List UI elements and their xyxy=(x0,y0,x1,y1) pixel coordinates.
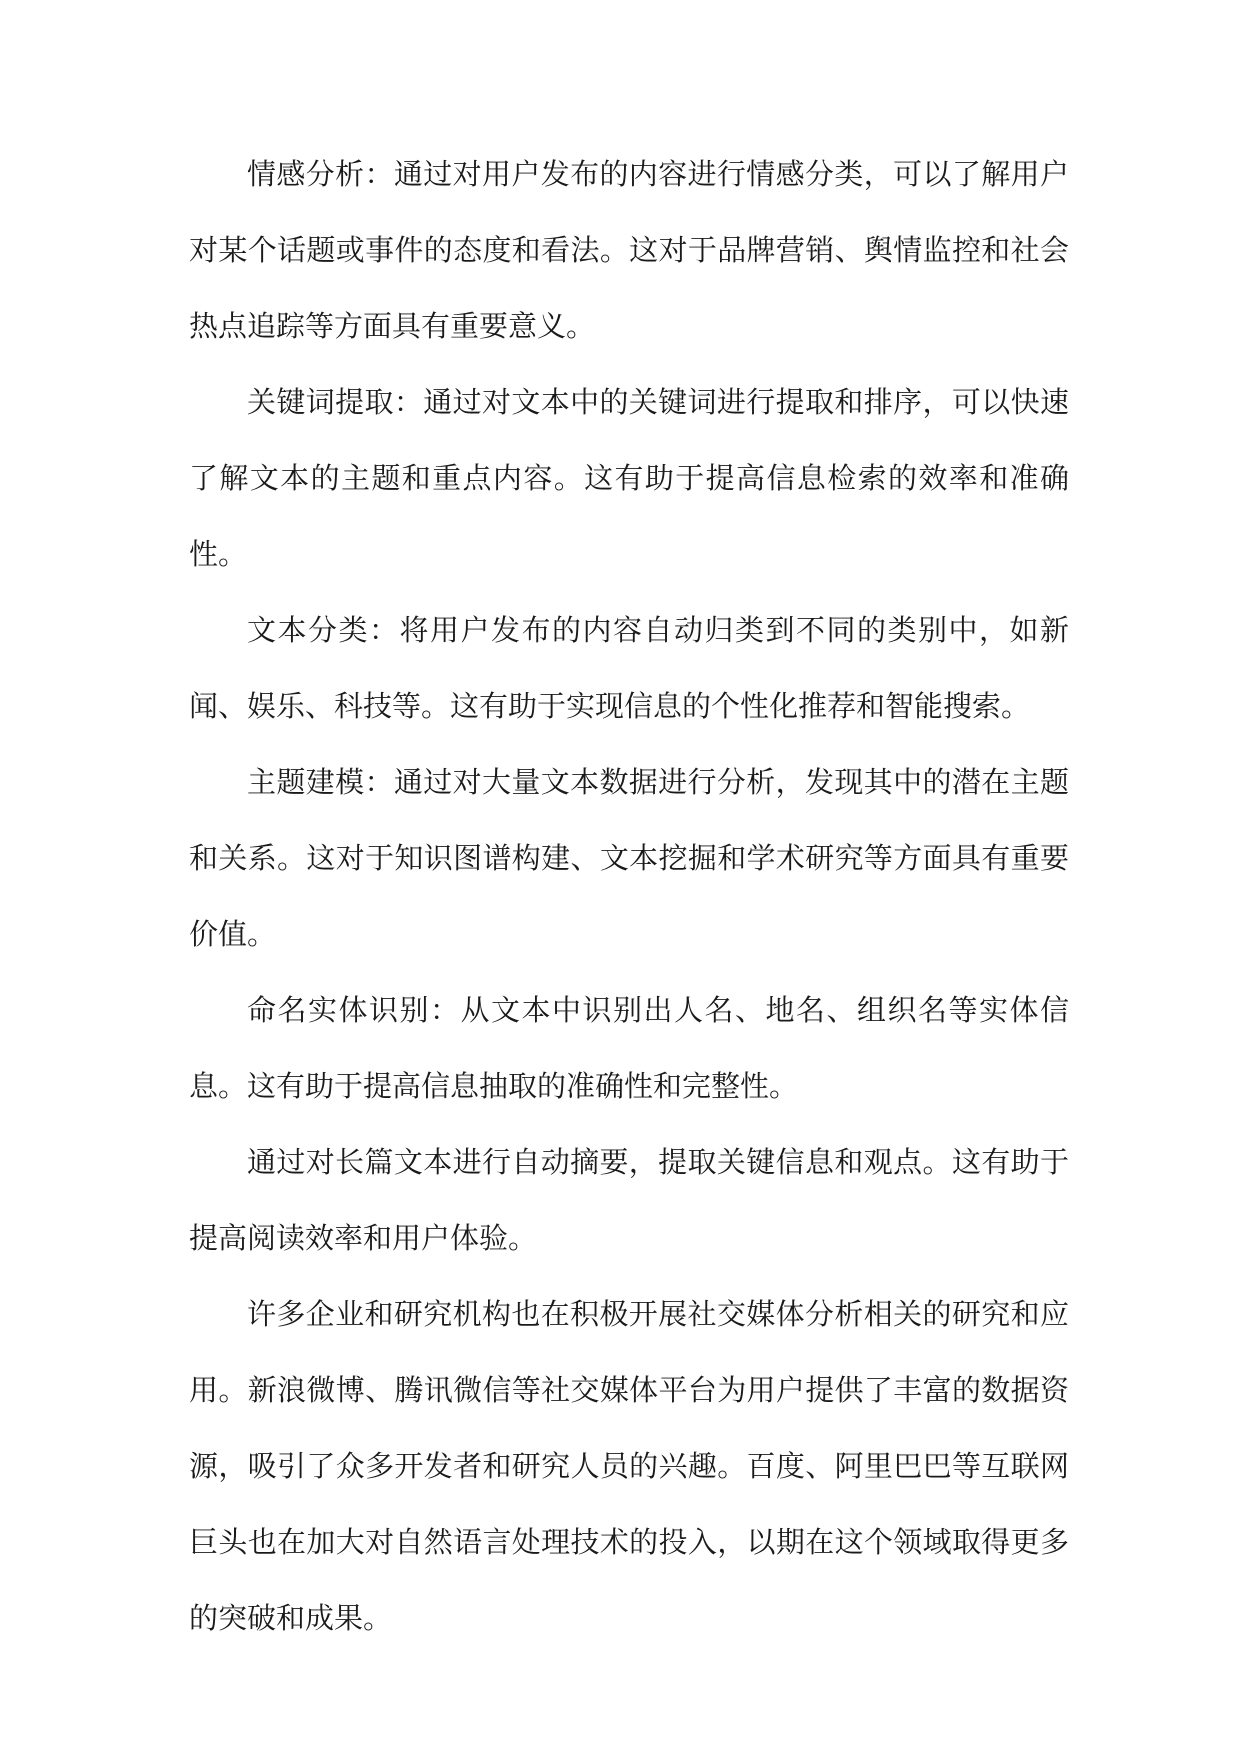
paragraph-keyword-extraction: 关键词提取：通过对文本中的关键词进行提取和排序，可以快速了解文本的主题和重点内容。这有助于提高信息检索的效率和准确性。 xyxy=(189,385,1069,571)
paragraph-topic-modeling: 主题建模：通过对大量文本数据进行分析，发现其中的潜在主题和关系。这对于知识图谱构建、文本挖掘和学术研究等方面具有重要价值。 xyxy=(189,765,1069,951)
document-body xyxy=(189,136,1069,1656)
paragraph-named-entity-recognition: 命名实体识别：从文本中识别出人名、地名、组织名等实体信息。这有助于提高信息抽取的准确性和完整性。 xyxy=(189,993,1069,1103)
paragraph-text-classification: 文本分类：将用户发布的内容自动归类到不同的类别中，如新闻、娱乐、科技等。这有助于实现信息的个性化推荐和智能搜索。 xyxy=(189,613,1069,723)
paragraph-industry-research: 许多企业和研究机构也在积极开展社交媒体分析相关的研究和应用。新浪微博、腾讯微信等社交媒体平台为用户提供了丰富的数据资源，吸引了众多开发者和研究人员的兴趣。百度、阿里巴巴等互联网巨头也在加大对自然语言处理技术的投入，以期在这个领域取得更多的突破和成果。 xyxy=(189,1297,1069,1635)
paragraph-sentiment-analysis: 情感分析：通过对用户发布的内容进行情感分类，可以了解用户对某个话题或事件的态度和看法。这对于品牌营销、舆情监控和社会热点追踪等方面具有重要意义。 xyxy=(189,157,1069,343)
paragraph-auto-summarization: 通过对长篇文本进行自动摘要，提取关键信息和观点。这有助于提高阅读效率和用户体验。 xyxy=(189,1145,1069,1255)
